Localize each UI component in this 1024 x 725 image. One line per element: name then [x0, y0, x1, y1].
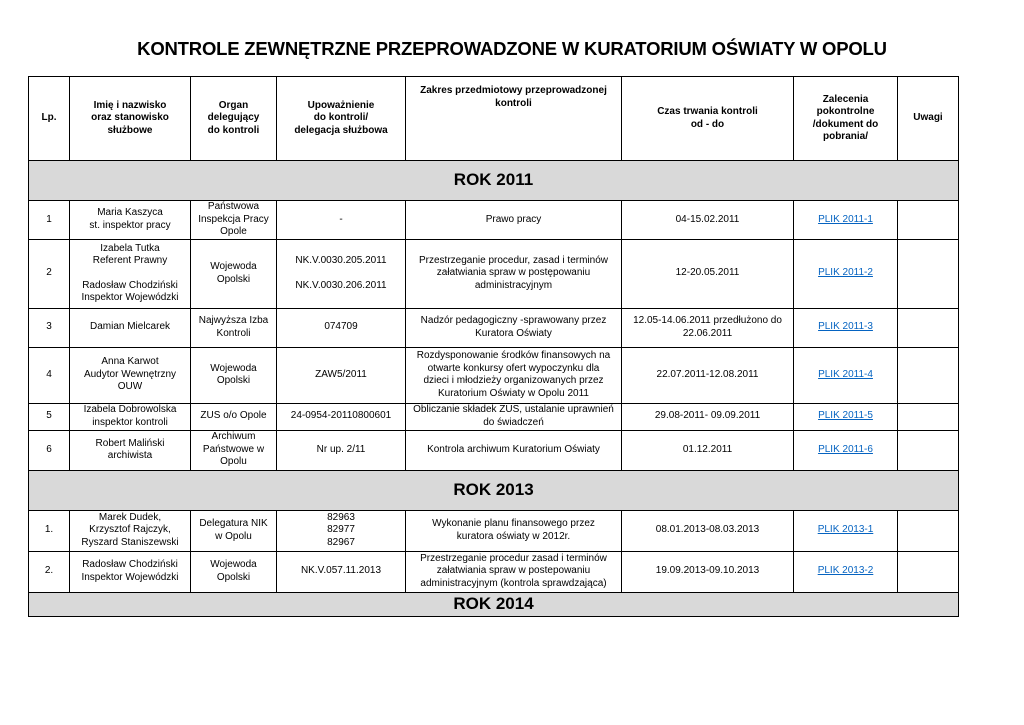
cell-notes: [898, 430, 959, 470]
year-row-2014: [29, 592, 959, 616]
cell-line: administracyjnym (kontrola sprawdzająca): [420, 577, 607, 589]
cell-line: służbowe: [107, 124, 153, 136]
cell-line: do świadczeń: [483, 416, 544, 428]
header-lp: Lp.: [29, 77, 70, 161]
document-link[interactable]: PLIK 2011-4: [818, 368, 873, 380]
cell-line: pokontrolne: [816, 106, 875, 117]
cell-scope: [406, 510, 622, 551]
header-row: [29, 77, 959, 161]
cell-line: Ryszard Staniszewski: [81, 536, 179, 548]
cell-line: 82977: [327, 524, 355, 536]
cell-line: 19.09.2013-09.10.2013: [655, 565, 760, 577]
cell-name: [70, 308, 191, 347]
cell-line: Referent Prawny: [92, 255, 168, 266]
cell-line: Anna Karwot: [101, 356, 159, 368]
cell-organ: [191, 403, 277, 430]
header-scope: [406, 77, 622, 161]
cell-line: Izabela Dobrowolska: [83, 404, 177, 415]
cell-organ: [191, 201, 277, 240]
cell-organ: [191, 551, 277, 592]
header-notes: Uwagi: [898, 77, 959, 161]
cell-notes: [898, 239, 959, 308]
cell-line: Kuratora Oświaty: [475, 327, 552, 339]
cell-line: 08.01.2013-08.03.2013: [655, 524, 760, 536]
cell-line: Kontrola archiwum Kuratorium Oświaty: [427, 443, 600, 455]
table-row: [29, 510, 959, 551]
cell-line: Opolski: [216, 273, 251, 285]
cell-lp: 2.: [29, 551, 70, 592]
cell-line: Upoważnienie: [307, 99, 375, 111]
cell-line: Przestrzeganie procedur, zasad i terminów: [419, 254, 608, 266]
cell-name: [70, 347, 191, 403]
cell-authorization: [277, 430, 406, 470]
cell-line: Państwowa: [207, 201, 260, 212]
cell-name: [70, 510, 191, 551]
cell-line: /dokument do: [812, 118, 879, 130]
cell-line: 22.07.2011-12.08.2011: [656, 368, 759, 380]
line-gap: [73, 268, 187, 280]
cell-scope: [406, 551, 622, 592]
cell-scope: [406, 403, 622, 430]
page-title: KONTROLE ZEWNĘTRZNE PRZEPROWADZONE W KURATORIUM OŚWIATY W OPOLU: [137, 38, 887, 59]
cell-line: Rozdysponowanie środków finansowych na: [416, 350, 611, 361]
cell-line: NK.V.0030.205.2011: [295, 255, 387, 266]
line-gap: [280, 268, 402, 280]
header-name: [70, 77, 191, 161]
cell-authorization: [277, 403, 406, 430]
year-label-2013: ROK 2013: [29, 470, 959, 510]
header-authorization: [277, 77, 406, 161]
cell-lp: 4: [29, 347, 70, 403]
cell-line: archiwista: [107, 450, 153, 461]
cell-line: Wykonanie planu finansowego przez: [432, 518, 595, 529]
cell-name: [70, 403, 191, 430]
cell-line: kontroli: [495, 97, 532, 109]
cell-duration: [622, 551, 794, 592]
header-recommendations: [794, 77, 898, 161]
cell-lp: 3: [29, 308, 70, 347]
document-link[interactable]: PLIK 2013-1: [817, 524, 874, 536]
cell-line: Kontroli: [216, 327, 251, 339]
cell-line: Delegatura NIK: [199, 518, 268, 529]
cell-organ: [191, 239, 277, 308]
cell-line: Inspektor Wojewódzki: [81, 571, 179, 583]
cell-line: Maria Kaszyca: [97, 207, 163, 219]
cell-duration: [622, 201, 794, 240]
header-organ: [191, 77, 277, 161]
table-row: [29, 403, 959, 430]
cell-recommendation-link: [794, 430, 898, 470]
year-row-2011: [29, 161, 959, 201]
cell-line: ZAW5/2011: [315, 368, 367, 380]
cell-lp: 2: [29, 239, 70, 308]
cell-line: 12-20.05.2011: [675, 267, 740, 279]
table-row: [29, 308, 959, 347]
cell-organ: [191, 308, 277, 347]
cell-line: załatwiania spraw w postepowaniu: [436, 565, 591, 577]
table-row: [29, 239, 959, 308]
cell-recommendation-link: [794, 403, 898, 430]
cell-lp: 5: [29, 403, 70, 430]
cell-scope: [406, 347, 622, 403]
cell-line: NK.V.0030.206.2011: [295, 279, 387, 291]
cell-line: OUW: [117, 381, 143, 393]
cell-line: administracyjnym: [474, 279, 553, 291]
cell-line: Obliczanie składek ZUS, ustalanie uprawnień: [413, 404, 614, 415]
cell-notes: [898, 510, 959, 551]
year-row-2013: [29, 470, 959, 510]
cell-line: 82963: [327, 511, 355, 523]
cell-recommendation-link: [794, 551, 898, 592]
cell-line: 22.06.2011: [682, 327, 733, 339]
cell-recommendation-link: [794, 201, 898, 240]
table-row: [29, 347, 959, 403]
cell-line: Prawo pracy: [485, 213, 542, 225]
cell-line: delegujący: [207, 112, 260, 124]
cell-authorization: [277, 510, 406, 551]
cell-line: Opolski: [216, 375, 251, 386]
cell-line: 01.12.2011: [682, 443, 733, 455]
cell-notes: [898, 551, 959, 592]
cell-scope: [406, 430, 622, 470]
cell-line: Państwowe w: [202, 443, 265, 455]
cell-line: 04-15.02.2011: [675, 213, 740, 225]
cell-authorization: [277, 347, 406, 403]
cell-line: Wojewoda: [210, 559, 257, 570]
cell-duration: [622, 347, 794, 403]
cell-line: st. inspektor pracy: [89, 219, 171, 231]
cell-line: Audytor Wewnętrzny: [83, 368, 177, 380]
cell-line: Opolski: [216, 571, 251, 583]
cell-authorization: [277, 239, 406, 308]
cell-line: do kontroli/: [313, 112, 369, 124]
cell-line: Radosław Chodziński: [82, 559, 178, 570]
cell-line: Nr up. 2/11: [316, 443, 366, 455]
cell-line: 82967: [327, 536, 355, 548]
cell-line: Robert Maliński: [95, 437, 165, 449]
cell-recommendation-link: [794, 239, 898, 308]
document-link[interactable]: PLIK 2013-2: [817, 565, 874, 577]
cell-line: w Opolu: [215, 530, 252, 542]
cell-line: otwarte konkursy ofert wypoczynku dla: [427, 362, 600, 374]
cell-line: Imię i nazwisko: [93, 99, 167, 111]
cell-notes: [898, 201, 959, 240]
cell-recommendation-link: [794, 347, 898, 403]
controls-table: [28, 76, 959, 617]
cell-line: Kuratorium Oświaty w Opolu 2011: [438, 387, 589, 399]
cell-recommendation-link: [794, 510, 898, 551]
cell-notes: [898, 347, 959, 403]
cell-line: -: [339, 213, 343, 225]
cell-duration: [622, 430, 794, 470]
cell-line: 074709: [324, 321, 358, 333]
cell-name: [70, 551, 191, 592]
cell-notes: [898, 308, 959, 347]
cell-line: Wojewoda: [210, 362, 257, 374]
cell-lp: 6: [29, 430, 70, 470]
cell-line: Najwyższa Izba: [198, 315, 269, 326]
cell-line: 12.05-14.06.2011 przedłużono do: [633, 315, 782, 326]
cell-line: kuratora oświaty w 2012r.: [456, 530, 571, 542]
cell-authorization: [277, 308, 406, 347]
cell-line: Nadzór pedagogiczny -sprawowany przez: [420, 315, 607, 326]
cell-line: Izabela Tutka: [100, 242, 160, 254]
document-link[interactable]: PLIK 2011-3: [818, 321, 873, 333]
cell-line: NK.V.057.11.2013: [300, 565, 382, 577]
cell-line: Inspekcja Pracy: [198, 213, 269, 225]
year-label-2011: ROK 2011: [29, 161, 959, 201]
cell-duration: [622, 403, 794, 430]
cell-line: Zakres przedmiotowy przeprowadzonej: [420, 85, 607, 96]
cell-organ: [191, 347, 277, 403]
cell-scope: [406, 308, 622, 347]
cell-scope: [406, 239, 622, 308]
cell-recommendation-link: [794, 308, 898, 347]
cell-authorization: [277, 551, 406, 592]
cell-line: Wojewoda: [210, 261, 257, 272]
cell-scope: [406, 201, 622, 240]
table-row: [29, 201, 959, 240]
cell-lp: 1.: [29, 510, 70, 551]
cell-name: [70, 239, 191, 308]
cell-line: Damian Mielcarek: [89, 321, 171, 333]
document-link[interactable]: PLIK 2011-1: [818, 213, 873, 225]
year-label-2014: ROK 2014: [29, 592, 959, 616]
cell-organ: [191, 430, 277, 470]
cell-lp: 1: [29, 201, 70, 240]
cell-line: oraz stanowisko: [91, 112, 169, 124]
cell-line: Marek Dudek,: [98, 511, 162, 523]
document-link[interactable]: PLIK 2011-5: [818, 410, 873, 422]
cell-line: Radosław Chodziński: [82, 279, 178, 291]
cell-line: ZUS o/o Opole: [200, 410, 267, 422]
cell-line: Archiwum: [211, 431, 256, 443]
cell-line: załatwiania spraw w postępowaniu: [436, 267, 591, 279]
table-row: [29, 430, 959, 470]
cell-line: inspektor kontroli: [92, 416, 168, 428]
document-link[interactable]: PLIK 2011-6: [818, 443, 873, 455]
header-duration: [622, 77, 794, 161]
cell-line: do kontroli: [207, 124, 260, 136]
cell-organ: [191, 510, 277, 551]
cell-line: delegacja służbowa: [294, 124, 388, 136]
cell-notes: [898, 403, 959, 430]
cell-name: [70, 201, 191, 240]
cell-line: Zalecenia: [822, 93, 869, 105]
cell-line: 29.08-2011- 09.09.2011: [654, 410, 761, 422]
cell-duration: [622, 239, 794, 308]
cell-authorization: [277, 201, 406, 240]
cell-line: Inspektor Wojewódzki: [81, 292, 179, 303]
cell-duration: [622, 308, 794, 347]
cell-line: Organ: [218, 99, 249, 111]
cell-line: 24-0954-20110800601: [290, 410, 392, 422]
table-row: [29, 551, 959, 592]
cell-line: Krzysztof Rajczyk,: [89, 524, 171, 536]
cell-line: od - do: [690, 118, 725, 130]
cell-line: Opolu: [220, 456, 247, 468]
document-link[interactable]: PLIK 2011-2: [818, 267, 873, 279]
cell-line: pobrania/: [822, 131, 868, 142]
cell-line: Czas trwania kontroli: [657, 106, 758, 117]
cell-duration: [622, 510, 794, 551]
cell-name: [70, 430, 191, 470]
cell-line: Opole: [220, 226, 247, 237]
cell-line: Przestrzeganie procedur zasad i terminów: [420, 552, 607, 564]
cell-line: dzieci i młodzieży organizowanych przez: [423, 375, 604, 386]
